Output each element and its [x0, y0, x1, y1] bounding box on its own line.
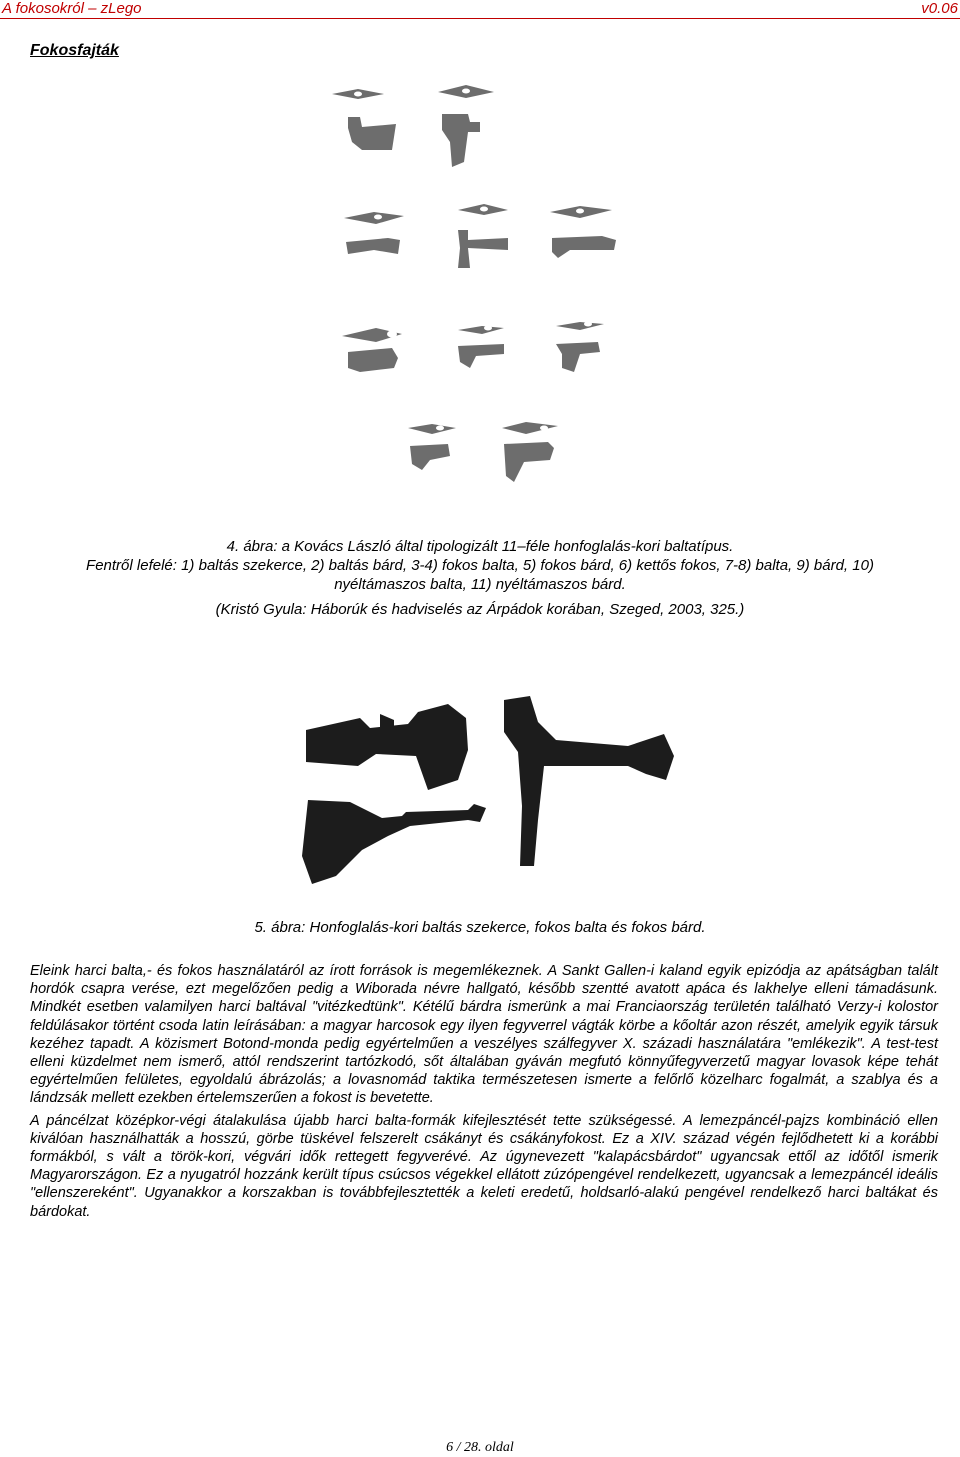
axe-type-5	[550, 206, 616, 258]
axe-typology-figure	[318, 72, 622, 492]
baltas-szekerce-silhouette	[306, 704, 468, 790]
figure-4-caption	[30, 537, 930, 619]
caption-line: (Kristó Gyula: Háborúk és hadviselés az Árpádok korában, Szeged, 2003, 325.)	[215, 601, 745, 618]
body-text	[30, 962, 938, 1225]
fokos-balta-silhouette	[504, 696, 674, 866]
axe-type-1	[332, 89, 396, 150]
paragraph: A páncélzat középkor-végi átalakulása újabb harci balta-formák kifejlesztését tette szükségessé. A lemezpáncél-pajzs kombináció ellen kiválóan használhatták a hosszú, görbe tüskével felszerelt csákányt és csákányfokost. Ez a XIV. század végén fejlődhetett ki a korábbi formákból, s vált a török-kori, végvári idők rettegett fegyverévé. Az úgynevezett "kalapácsbárdot" ugyancsak ettől az időtől ismerik Magyarországon. Ez a nyugatról hozzánk került típus csúcsos végekkel ellátott zúzópengével rendelkezett, ugyancsak a lemezpáncél ideális "ellenszereként". Ugyanakkor a korszakban is továbbfejlesztették a keleti eredetű, holdsarló-alakú pengével rendelkező harci baltákat és bárdokat.	[30, 1112, 938, 1220]
axe-type-7	[458, 326, 504, 369]
axe-type-6	[342, 328, 402, 372]
axe-type-9	[408, 424, 456, 470]
axe-type-8	[556, 322, 604, 373]
caption-line: nyéltámaszos balta, 11) nyéltámaszos bárd.	[334, 576, 626, 593]
fokos-bard-silhouette	[302, 800, 486, 884]
figure-5-caption: 5. ábra: Honfoglalás-kori baltás szekerce, fokos balta és fokos bárd.	[254, 919, 706, 936]
axe-photo-figure	[298, 670, 688, 895]
axe-type-10	[502, 422, 558, 482]
document-version: v0.06	[921, 0, 958, 17]
axe-type-4	[458, 204, 508, 268]
section-title: Fokosfajták	[30, 42, 119, 59]
paragraph: Eleink harci balta,- és fokos használatáról az írott források is megemlékeznek. A Sankt Gallen-i kaland egyik epizódja az apátságban talált hordók csapra verése, ezt megelőzően pedig a Wiborada névre hallgató, később szentté avatott apáca és lakhelye elleni támadásunk. Mindkét esetben valamilyen harci baltával "vitézkedtünk". Kétélű bárdra ismerünk a mai Franciaország területén található Verzy-i kolostor feldúlásakor történt csoda latin leírásában: a magyar harcosok egy ilyen fegyverrel vágták körbe a kőoltár azon részét, amelyik egyik társuk kezéhez tapadt. A közismert Botond-monda pedig egyértelműen a veszélyes szálfegyver X. századi használatára "emlékezik". A test-test elleni küzdelmet nem ismerő, attól rendszerint tartózkodó, sőt általában gyáván megfutó könnyűfegyverzetű magyar lovasok képe tehát egyértelműen felületes, egyoldalú ábrázolás; a lovasnomád taktika természetesen ismerte a felőrlő közelharc fogalmát, a szablya és a lándzsák mellett ezekben értelemszerűen a fokost is bevetette.	[30, 963, 938, 1107]
page-number: 6 / 28. oldal	[446, 1440, 514, 1455]
document-title: A fokosokról – zLego	[2, 0, 142, 17]
page-header	[0, 0, 960, 20]
axe-type-2	[438, 85, 494, 167]
caption-line: Fentről lefelé: 1) baltás szekerce, 2) baltás bárd, 3-4) fokos balta, 5) fokos bárd, 6) kettős fokos, 7-8) balta, 9) bárd, 10)	[86, 557, 874, 574]
header-rule	[0, 18, 960, 19]
axe-type-3	[344, 212, 404, 254]
caption-line: 4. ábra: a Kovács László által tipologizált 11–féle honfoglalás-kori baltatípus.	[226, 538, 734, 555]
